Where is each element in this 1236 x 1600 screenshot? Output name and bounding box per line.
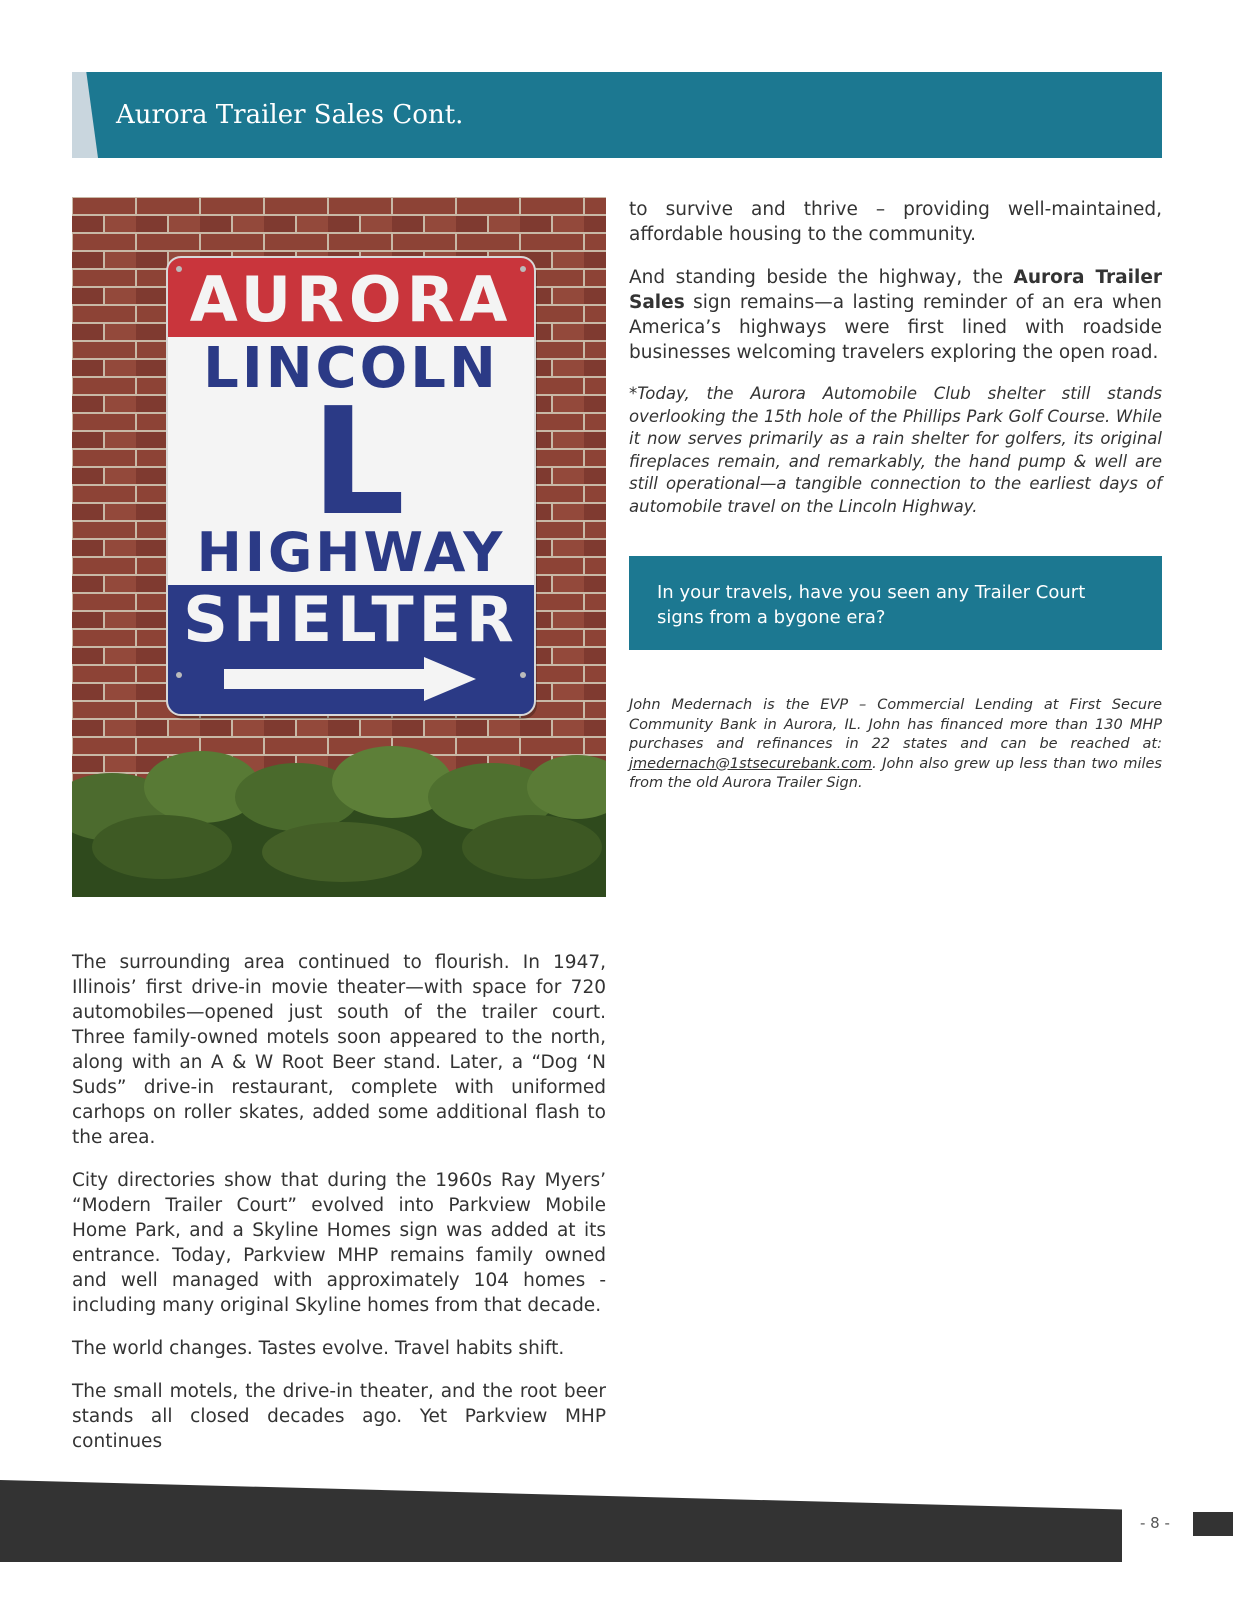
sign-letter-l: L	[310, 376, 406, 548]
footer-block	[1193, 1512, 1233, 1536]
callout-box	[629, 556, 1162, 650]
left-paragraph-3: The world changes. Tastes evolve. Travel habits shift.	[72, 1338, 565, 1359]
left-column	[72, 950, 606, 1472]
author-bio	[629, 696, 1162, 794]
page-number: - 8 -	[1140, 1514, 1170, 1532]
sign-line-lincoln: LINCOLN	[203, 336, 499, 401]
lincoln-highway-shelter-sign-photo	[72, 197, 606, 897]
business-name-bold: Aurora Trailer Sales	[629, 267, 1163, 313]
left-paragraph-2: City directories show that during the 1960s Ray Myers’ “Modern Trailer Court” evolved into Parkview Mobile Home Park, and a Skyline Homes sign was added at its entrance. Today, Parkview MHP remains family owned and well managed with approximately 104 homes - including many original Skyline homes from that decade.	[72, 1170, 606, 1316]
right-paragraph-2-text-end: sign remains—a lasting reminder of an era when America’s highways were first lined with roadside businesses welcoming travelers exploring the open road.	[629, 292, 1162, 363]
sign-line-highway: HIGHWAY	[196, 521, 506, 584]
author-email-link[interactable]: jmedernach@1stsecurebank.com	[629, 755, 873, 772]
right-paragraph-1: to survive and thrive – providing well-maintained, affordable housing to the community.	[629, 199, 1162, 245]
footer-band	[0, 1480, 1122, 1562]
road-sign	[167, 257, 537, 719]
right-paragraph-2	[629, 265, 1162, 365]
left-paragraph-1: The surrounding area continued to flourish. In 1947, Illinois’ first drive-in movie theater—with space for 720 automobiles—opened just south of the trailer court. Three family-owned motels soon appeared to the north, along with an A & W Root Beer stand. Later, a “Dog ‘N Suds” drive-in restaurant, complete with uniformed carhops on roller skates, added some additional flash to the area.	[72, 952, 606, 1148]
author-bio-text: John Medernach is the EVP – Commercial Lending at First Secure Community Bank in Aurora, IL. John has financed more than 130 MHP purchases and refinances in 22 states and can be reached at:	[629, 697, 1162, 752]
author-bio-text-end: . John also grew up less than two miles from the old Aurora Trailer Sign.	[629, 755, 1162, 791]
sign-line-shelter: SHELTER	[183, 583, 519, 656]
left-paragraph-4: The small motels, the drive-in theater, and the root beer stands all closed decades ago. Yet Parkview MHP continues	[72, 1381, 606, 1452]
right-column	[629, 197, 1162, 794]
right-paragraph-2-text: And standing beside the highway, the	[629, 267, 1014, 288]
sign-line-aurora: AURORA	[189, 263, 513, 336]
callout-question: In your travels, have you seen any Trailer Court signs from a bygone era?	[657, 582, 1086, 628]
footnote-shelter: *Today, the Aurora Automobile Club shelter still stands overlooking the 15th hole of the Phillips Park Golf Course. While it now serves primarily as a rain shelter for golfers, its original fireplaces remain, and remarkably, the hand pump & well are still operational—a tangible connection to the earliest days of automobile travel on the Lincoln Highway.	[629, 384, 1162, 516]
page-title: Aurora Trailer Sales Cont.	[116, 100, 464, 130]
